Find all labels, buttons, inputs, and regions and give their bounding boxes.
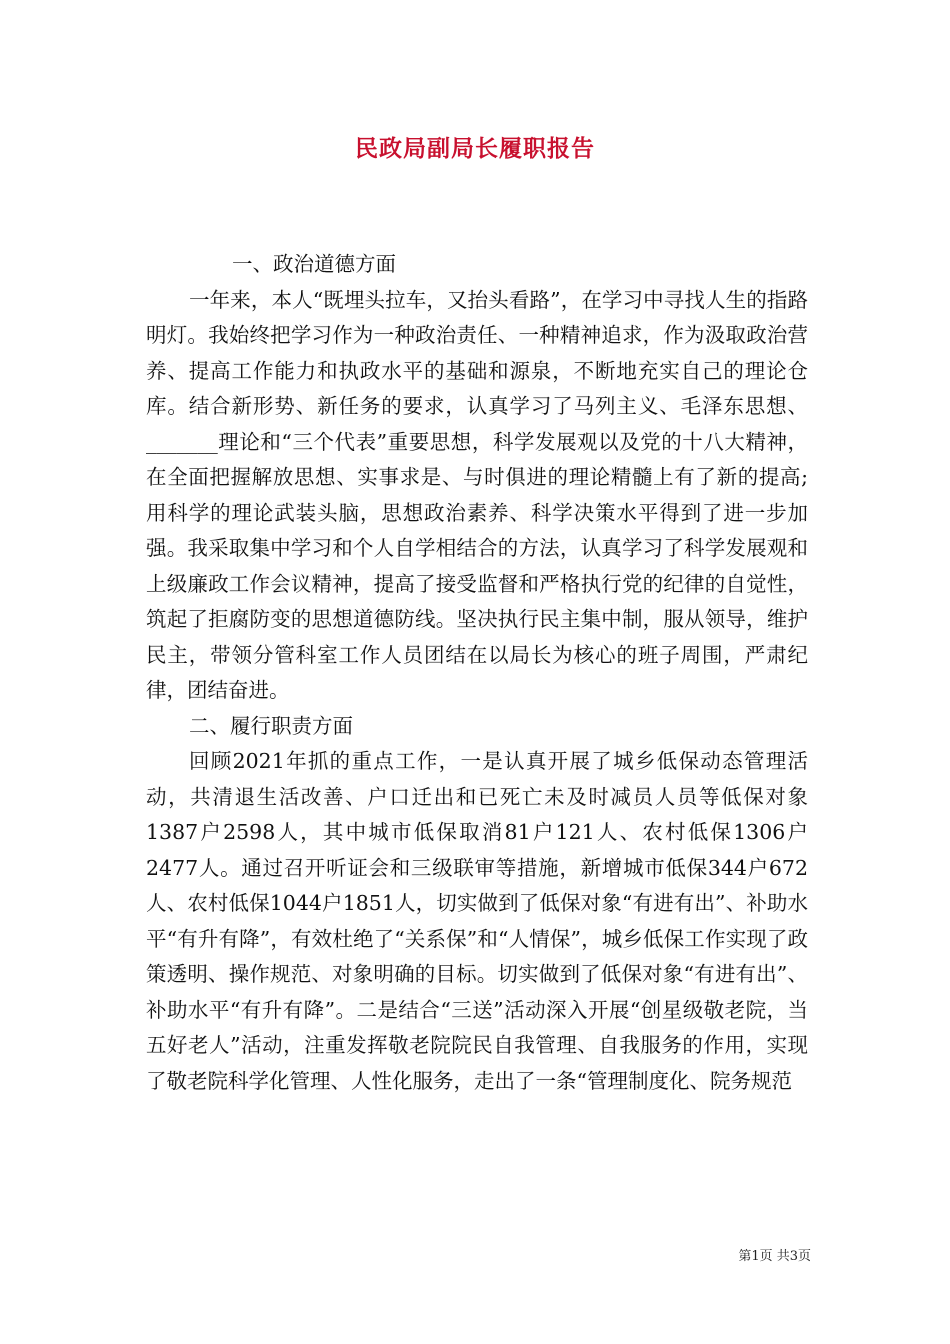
document-body <box>146 247 808 1099</box>
paragraph-political-ethics: 一年来，本人“既埋头拉车，又抬头看路”，在学习中寻找人生的指路明灯。我始终把学习作为一种政治责任、一种精神追求，作为汲取政治营养、提高工作能力和执政水平的基础和源泉，不断地充实自己的理论仓库。结合新形势、新任务的要求，认真学习了马列主义、毛泽东思想、_______理论和“三个代表”重要思想，科学发展观以及党的十八大精神，在全面把握解放思想、实事求是、与时俱进的理论精髓上有了新的提高;用科学的理论武装头脑，思想政治素养、科学决策水平得到了进一步加强。我采取集中学习和个人自学相结合的方法，认真学习了科学发展观和上级廉政工作会议精神，提高了接受监督和严格执行党的纪律的自觉性，筑起了拒腐防变的思想道德防线。坚决执行民主集中制，服从领导，维护民主，带领分管科室工作人员团结在以局长为核心的班子周围，严肃纪律，团结奋进。 <box>146 287 808 702</box>
document-title: 民政局副局长履职报告 <box>355 135 595 162</box>
page-number: 第1页 共3页 <box>738 1249 811 1264</box>
section-heading-political-ethics: 一、政治道德方面 <box>232 252 396 276</box>
paragraph-duties: 回顾2021年抓的重点工作，一是认真开展了城乡低保动态管理活动，共清退生活改善、户口迁出和已死亡未及时减员人员等低保对象1387户2598人，其中城市低保取消81户121人、农村低保1306户2477人。通过召开听证会和三级联审等措施，新增城市低保344户672人、农村低保1044户1851人，切实做到了低保对象“有进有出”、补助水平“有升有降”，有效杜绝了“关系保”和“人情保”，城乡低保工作实现了政策透明、操作规范、对象明确的目标。切实做到了低保对象“有进有出”、补助水平“有升有降”。二是结合“三送”活动深入开展“创星级敬老院，当五好老人”活动，注重发挥敬老院院民自我管理、自我服务的作用，实现了敬老院科学化管理、人性化服务，走出了一条“管理制度化、院务规范 <box>146 749 808 1093</box>
section-heading-duties: 二、履行职责方面 <box>189 713 353 738</box>
